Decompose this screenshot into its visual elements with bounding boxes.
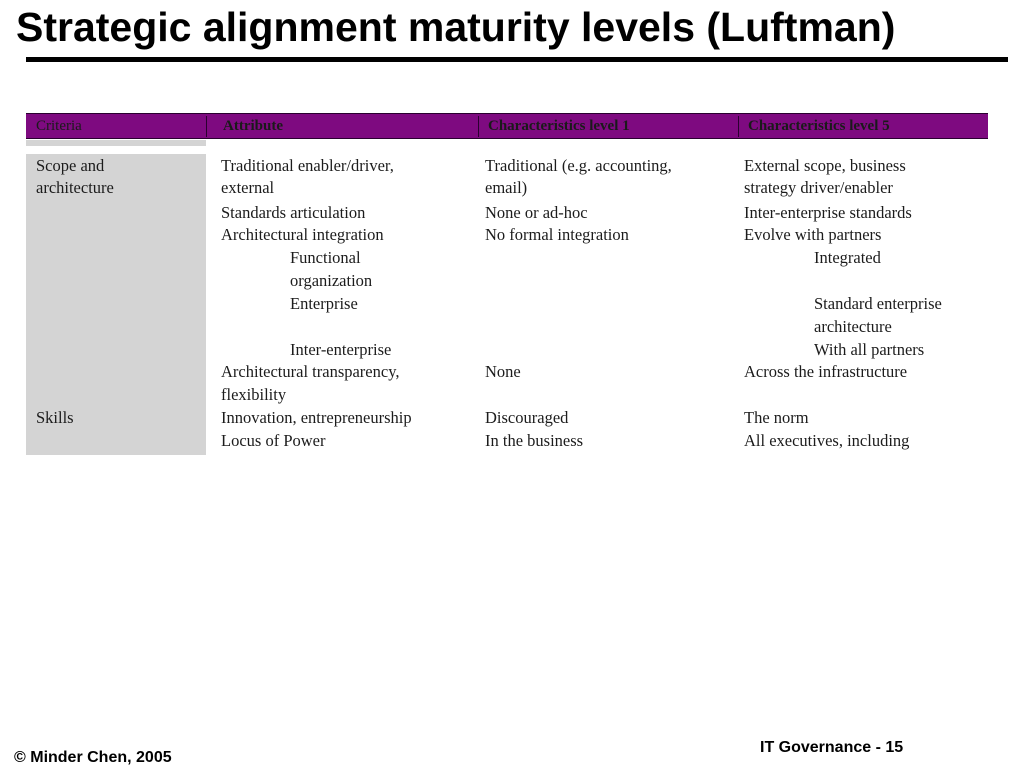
level5-cell: All executives, including xyxy=(744,431,910,450)
level1-cell: email) xyxy=(485,178,528,197)
attribute-cell: Architectural integration xyxy=(221,225,384,244)
level1-cell: Discouraged xyxy=(485,408,569,427)
maturity-table xyxy=(26,113,990,455)
header-criteria: Criteria xyxy=(36,118,82,134)
attribute-cell: flexibility xyxy=(221,385,287,404)
level1-cell: In the business xyxy=(485,431,584,450)
level1-cell: No formal integration xyxy=(485,225,629,244)
level5-cell: strategy driver/enabler xyxy=(744,178,893,197)
header-divider xyxy=(738,116,739,137)
attribute-cell: Functional xyxy=(290,248,361,267)
level1-cell: None or ad-hoc xyxy=(485,203,588,222)
criteria-scope-line1: Scope and xyxy=(36,156,105,175)
level1-cell: None xyxy=(485,362,521,381)
level5-cell: Standard enterprise xyxy=(814,294,942,313)
level5-cell: External scope, business xyxy=(744,156,906,175)
attribute-cell: Architectural transparency, xyxy=(221,362,400,381)
criteria-skills: Skills xyxy=(36,408,74,427)
header-level1: Characteristics level 1 xyxy=(488,118,630,134)
table-header-row xyxy=(26,113,988,139)
header-divider xyxy=(478,116,479,137)
footer-copyright: © Minder Chen, 2005 xyxy=(14,749,172,766)
level5-cell: The norm xyxy=(744,408,809,427)
attribute-cell: Locus of Power xyxy=(221,431,326,450)
level5-cell: Across the infrastructure xyxy=(744,362,908,381)
level5-cell: With all partners xyxy=(814,340,925,359)
criteria-scope-line2: architecture xyxy=(36,178,114,197)
attribute-cell: Traditional enabler/driver, xyxy=(221,156,394,175)
attribute-cell: Standards articulation xyxy=(221,203,366,222)
level5-cell: Integrated xyxy=(814,248,881,267)
header-level5: Characteristics level 5 xyxy=(748,118,890,134)
slide-title: Strategic alignment maturity levels (Luftman) xyxy=(16,4,896,50)
attribute-cell: Innovation, entrepreneurship xyxy=(221,408,412,427)
criteria-column-top xyxy=(26,140,206,146)
level5-cell: Inter-enterprise standards xyxy=(744,203,912,222)
attribute-cell: Inter-enterprise xyxy=(290,340,392,359)
level5-cell: architecture xyxy=(814,317,892,336)
level5-cell: Evolve with partners xyxy=(744,225,882,244)
title-rule xyxy=(26,57,1008,62)
footer-page-label: IT Governance - 15 xyxy=(760,739,904,756)
attribute-cell: external xyxy=(221,178,275,197)
attribute-cell: Enterprise xyxy=(290,294,358,313)
header-divider xyxy=(206,116,207,137)
level1-cell: Traditional (e.g. accounting, xyxy=(485,156,672,175)
attribute-cell: organization xyxy=(290,271,373,290)
header-attribute: Attribute xyxy=(223,118,283,134)
